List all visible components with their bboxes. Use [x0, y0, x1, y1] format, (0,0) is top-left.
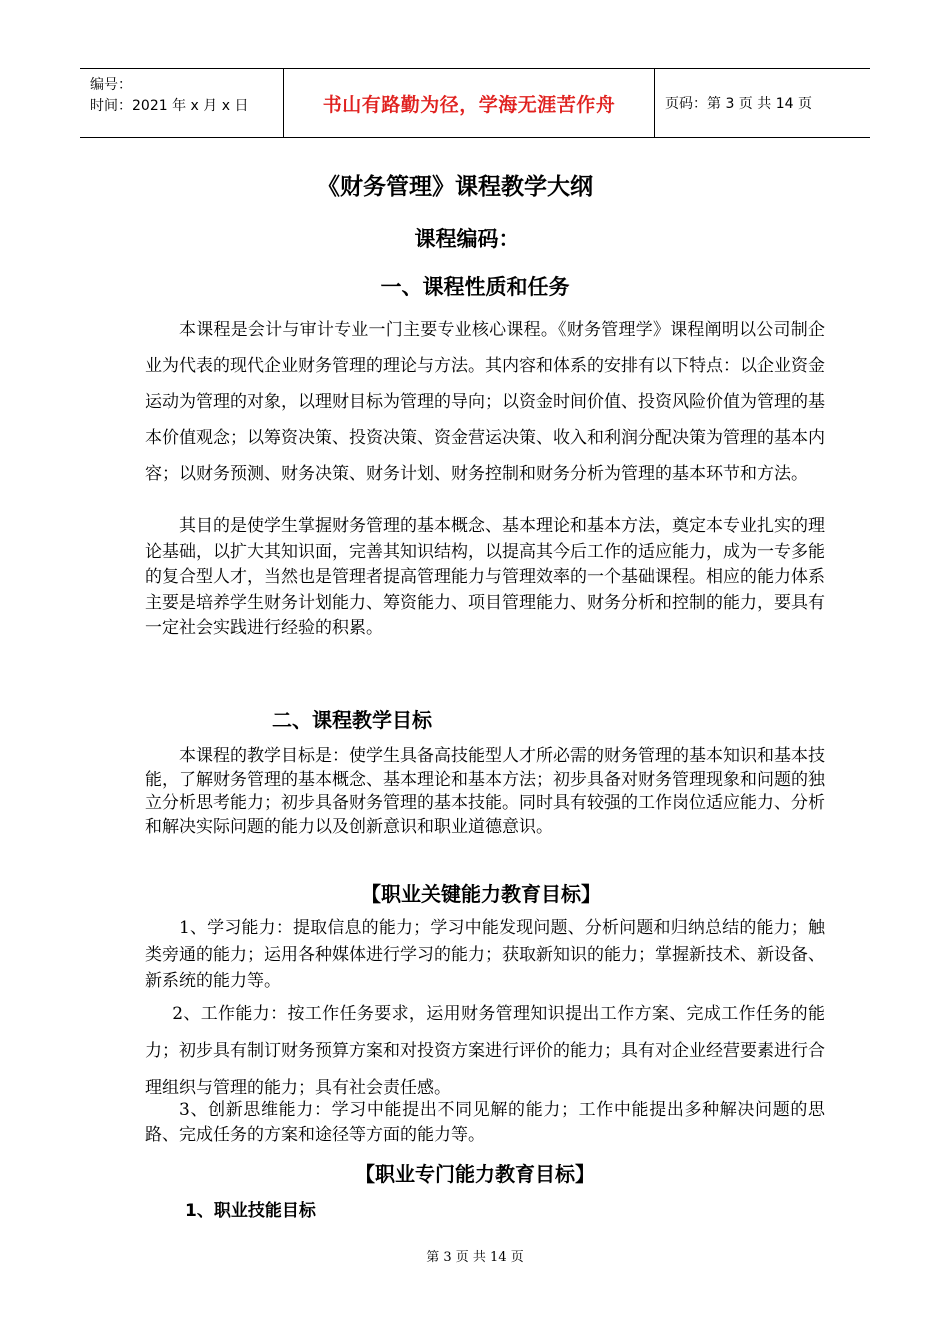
key-ability-item-3: 3、创新思维能力：学习中能提出不同见解的能力；工作中能提出多种解决问题的思路、完成任务的方案和途径等方面的能力等。: [145, 1100, 825, 1145]
section1-heading: 一、课程性质和任务: [380, 275, 570, 299]
section2-heading: 二、课程教学目标: [272, 708, 432, 732]
course-code: 课程编码：: [414, 227, 520, 251]
key-ability-item-2: 2、工作能力：按工作任务要求，运用财务管理知识提出工作方案、完成工作任务的能力；初步具有制订财务预算方案和对投资方案进行评价的能力；具有对企业经营要素进行合理组织与管理的能力；具有社会责任感。: [145, 1004, 825, 1098]
section1-paragraph-2: 其目的是使学生掌握财务管理的基本概念、基本理论和基本方法，奠定本专业扎实的理论基础，以扩大其知识面，完善其知识结构，以提高其今后工作的适应能力，成为一专多能的复合型人才，当然也是管理者提高管理能力与管理效率的一个基础课程。相应的能力体系主要是培养学生财务计划能力、筹资能力、项目管理能力、财务分析和控制的能力，要具有一定社会实践进行经验的积累。: [145, 516, 825, 638]
key-ability-item-1: 1、学习能力：提取信息的能力；学习中能发现问题、分析问题和归纳总结的能力；触类旁通的能力；运用各种媒体进行学习的能力；获取新知识的能力；掌握新技术、新设备、新系统的能力等。: [145, 918, 825, 991]
page-footer: 第 3 页 共 14 页: [426, 1250, 524, 1265]
page-header: [80, 68, 870, 138]
number-label: 编号：: [90, 77, 132, 93]
section2-paragraph-1: 本课程的教学目标是：使学生具备高技能型人才所必需的财务管理的基本知识和基本技能，了解财务管理的基本概念、基本理论和基本方法；初步具备对财务管理现象和问题的独立分析思考能力；初步具备财务管理的基本技能。同时具有较强的工作岗位适应能力、分析和解决实际问题的能力以及创新意识和职业道德意识。: [145, 746, 825, 837]
header-meta: [80, 69, 283, 137]
key-ability-heading: 【职业关键能力教育目标】: [361, 882, 601, 906]
header-page-info: 页码：第 3 页 共 14 页: [665, 96, 812, 112]
section1-paragraph-1: 本课程是会计与审计专业一门主要专业核心课程。《财务管理学》课程阐明以公司制企业为代表的现代企业财务管理的理论与方法。其内容和体系的安排有以下特点：以企业资金运动为管理的对象，以理财目标为管理的导向；以资金时间价值、投资风险价值为管理的基本价值观念；以筹资决策、投资决策、资金营运决策、收入和利润分配决策为管理的基本内容；以财务预测、财务决策、财务计划、财务控制和财务分析为管理的基本环节和方法。: [145, 320, 825, 484]
document-title: 《财务管理》课程教学大纲: [317, 174, 593, 200]
time-label: 时间：2021 年 x 月 x 日: [90, 98, 249, 114]
skill-goal-heading: 1、职业技能目标: [185, 1201, 316, 1221]
header-motto: 书山有路勤为径，学海无涯苦作舟: [283, 69, 655, 137]
special-ability-heading: 【职业专门能力教育目标】: [355, 1162, 595, 1186]
